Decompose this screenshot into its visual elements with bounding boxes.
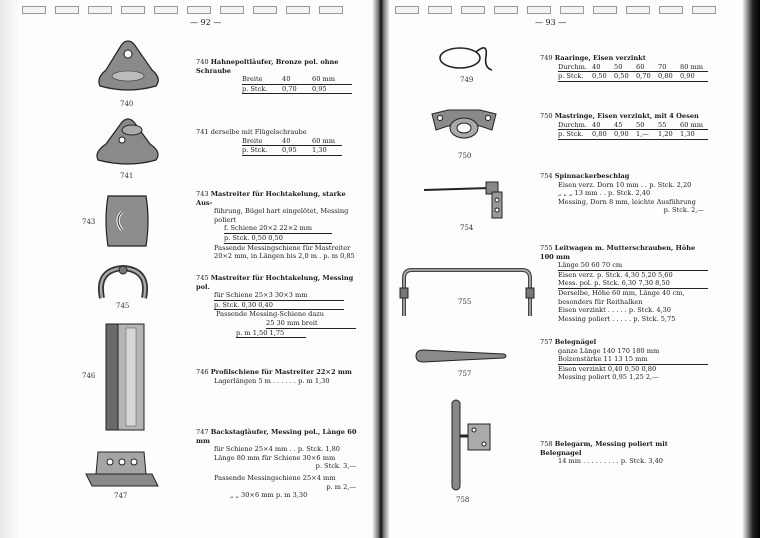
figure-741-mit-fluegelschraube [92, 114, 164, 168]
item-750-title: Mastringe, Eisen verzinkt, mit 4 Oesen [554, 112, 699, 120]
item-750-text: 750 Mastringe, Eisen verzinkt, mit 4 Oesen Durchm. 40 45 50 55 60 mm p. Stck. 0,80 0,90 1,— 1,20 1,30 [540, 112, 710, 140]
figure-number-758: 758 [456, 496, 470, 504]
right-page-number: — 93 — [535, 18, 567, 27]
item-757-title: Belegnägel [554, 338, 597, 346]
figure-number-749: 749 [460, 76, 474, 84]
item-747-title: Backstagläufer, Messing pol., Länge 60 mm [196, 428, 357, 445]
header-dashes-right [395, 6, 716, 14]
item-745-title: Mastreiter für Hochtakelung, Messing pol. [196, 274, 354, 291]
figure-number-750: 750 [458, 152, 472, 160]
item-747-text: 747 Backstagläufer, Messing pol., Länge 60 mm für Schiene 25×4 mm . . p. Stck. 1,80 Länge 80 mm für Schiene 30×6 mm p. Stck. 3,— Passende Messingschiene 25×4 mm p. m 2,— „ „ 30×6 mm p. m 3,30 [196, 428, 357, 500]
item-741-text: 741 derselbe mit Flügelschraube Breite 40 60 mm p. Stck. 0,95 1,30 [196, 128, 364, 156]
item-750-table-header: Durchm. 40 45 50 55 60 mm [558, 121, 708, 131]
item-741-table-header: Breite 40 60 mm [242, 137, 342, 147]
item-757-text: 757 Belegnägel ganze Länge 140 170 180 mm Bolzenstärke 11 13 15 mm Eisen verzinkt 0,40 0,50 0,80 Messing poliert 0,95 1,25 2,— [540, 338, 710, 382]
figure-745-mastreiter [92, 262, 154, 304]
left-page-number: — 92 — [190, 18, 222, 27]
figure-740-hahnepotlaeufer [92, 38, 164, 96]
figure-number-740: 740 [120, 100, 134, 108]
figure-743-mastreiter [102, 190, 152, 252]
item-740-number: 740 [196, 58, 209, 66]
page-edge-left [0, 0, 18, 538]
figure-749-raaring [436, 42, 496, 74]
item-740-table-header: Breite 40 60 mm [242, 75, 352, 85]
item-740-table-row: p. Stck. 0,70 0,95 [242, 85, 352, 95]
figure-750-mastring [428, 104, 500, 148]
item-758-text: 758 Belegarm, Messing poliert mit Belegnagel 14 mm . . . . . . . . . p. Stck. 3,40 [540, 440, 668, 466]
item-743-text: 743 Mastreiter für Hochtakelung, starke Aus- führung, Bügel hart eingelötet, Messing poliert f. Schiene 20×2 22×2 mm p. Stck. 0,50 0,50 Passende Messingschiene für Mastreiter 20×2 mm, in Längen bis 2,0 m . p. m 0,85 [196, 190, 355, 261]
item-746-text: 746 Profilschiene für Mastreiter 22×2 mm Lagerlängen 5 m . . . . . . p. m 1,30 [196, 368, 352, 385]
page-edge-right [742, 0, 760, 538]
figure-754-spinnackerbeschlag [420, 180, 520, 222]
item-746-title: Profilschiene für Mastreiter 22×2 mm [210, 368, 352, 376]
item-750-table-row: p. Stck. 0,80 0,90 1,— 1,20 1,30 [558, 130, 708, 140]
figure-number-745: 745 [116, 302, 130, 310]
item-749-text: 749 Raaringe, Eisen verzinkt Durchm. 40 50 60 70 80 mm p. Stck. 0,50 0,50 0,70 0,80 0,90 [540, 54, 710, 82]
figure-number-747: 747 [114, 492, 128, 500]
figure-number-746: 746 [82, 372, 96, 380]
book-spine [372, 0, 390, 538]
figure-755-leitwagen [398, 264, 536, 320]
item-749-table-header: Durchm. 40 50 60 70 80 mm [558, 63, 708, 73]
item-755-text: 755 Leitwagen m. Mutterschrauben, Höhe 100 mm Länge 50 60 70 cm Eisen verz. p. Stck. 4,30 5,20 5,60 Mess. pol. p. Stck. 6,30 7,30 8,50 Derselbe, Höhe 60 mm, Länge 40 cm, besonders für Reithalken Eisen verzinkt . . . . . p. Stck. 4,30 Messing poliert . . . . . p. Stck. 5,75 [540, 244, 710, 323]
item-740-title: Hahnepoltläufer, Bronze pol. ohne Schraube [196, 58, 339, 75]
item-741-title: derselbe mit Flügelschraube [210, 128, 307, 136]
figure-number-757: 757 [458, 370, 472, 378]
item-754-text: 754 Spinnackerbeschlag Eisen verz. Dorn 10 mm . . p. Stck. 2,20 „ „ „ 13 mm . . p. Stck. 2,40 Messing, Dorn 8 mm, leichte Ausführung p. Stck. 2,— [540, 172, 704, 215]
figure-757-belegnagel [414, 346, 510, 366]
item-745-text: 745 Mastreiter für Hochtakelung, Messing pol. für Schiene 25×3 30×3 mm p. Stck. 0,30 0,40 Passende Messing-Schiene dazu 25 30 mm breit p. m 1,50 1,75 [196, 274, 364, 338]
figure-747-backstaglaeufer [82, 444, 162, 490]
figure-number-743: 743 [82, 218, 96, 226]
figure-746-profilschiene [100, 322, 150, 432]
figure-number-754: 754 [460, 224, 474, 232]
item-754-title: Spinnackerbeschlag [554, 172, 630, 180]
figure-758-belegarm [438, 398, 498, 492]
item-755-title: Leitwagen m. Mutterschrauben, Höhe 100 mm [540, 244, 696, 261]
item-758-title: Belegarm, Messing poliert mit Belegnagel [540, 440, 668, 457]
item-749-title: Raaringe, Eisen verzinkt [554, 54, 646, 62]
item-741-table-row: p. Stck. 0,95 1,30 [242, 146, 342, 156]
figure-number-755: 755 [458, 298, 472, 306]
header-dashes-left [22, 6, 343, 14]
item-743-title: Mastreiter für Hochtakelung, starke Aus- [196, 190, 346, 207]
figure-number-741: 741 [120, 172, 134, 180]
item-749-table-row: p. Stck. 0,50 0,50 0,70 0,80 0,90 [558, 72, 708, 82]
item-740-text [196, 58, 364, 94]
